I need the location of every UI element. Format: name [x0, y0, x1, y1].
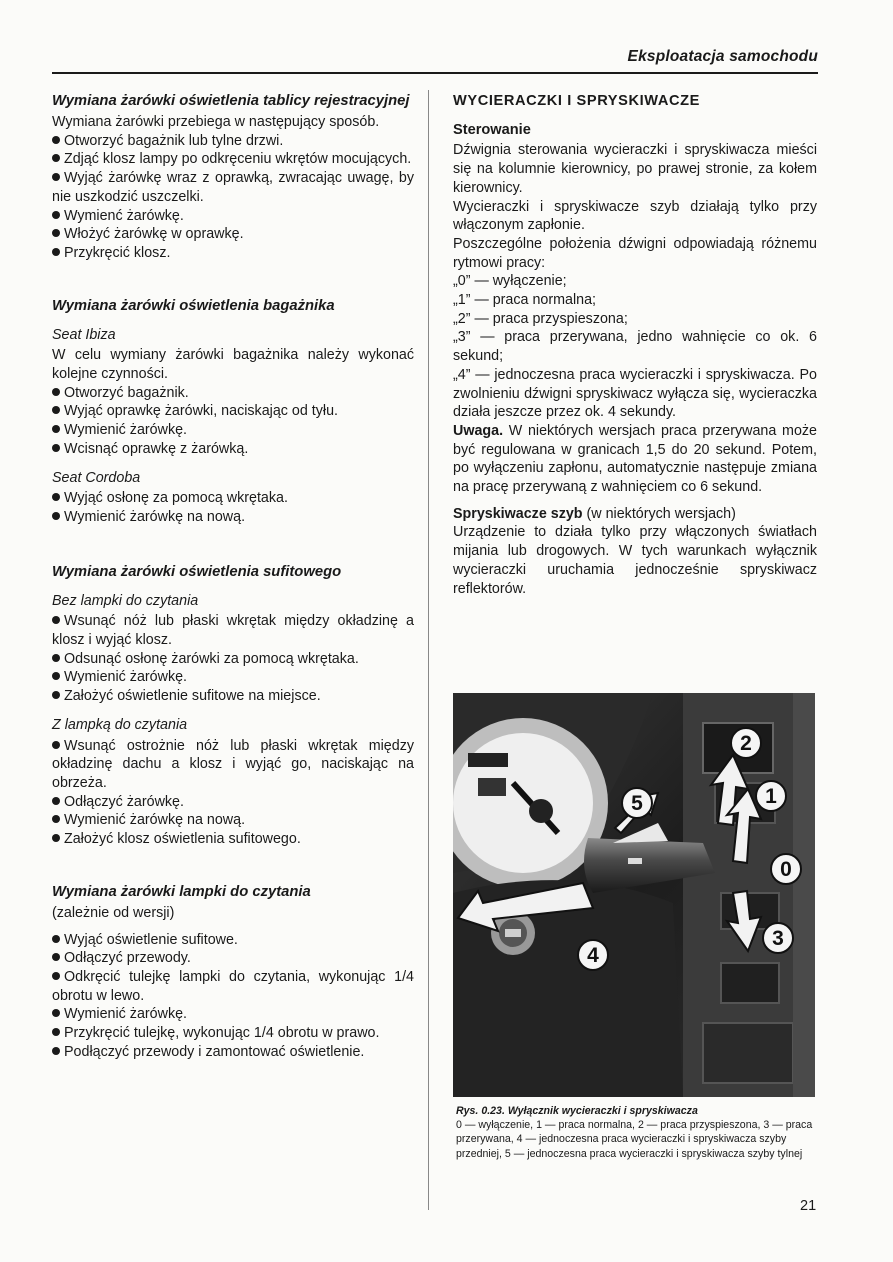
bullet-icon — [52, 953, 60, 961]
bullet-icon — [52, 406, 60, 414]
list-item: Odsunąć osłonę żarówki za pomocą wkrętaka. — [52, 650, 414, 669]
page-number: 21 — [800, 1198, 817, 1214]
bullet-icon — [52, 741, 60, 749]
lever-mode: „1” — praca normalna; — [453, 292, 597, 309]
bullet-icon — [52, 512, 60, 520]
list-item: Wymienić żarówkę. — [52, 421, 414, 440]
list-item: Odłączyć żarówkę. — [52, 793, 414, 812]
steps-list-license-plate — [52, 132, 414, 263]
bullet-icon — [52, 425, 60, 433]
bullet-icon — [52, 654, 60, 662]
list-item: Wymienić żarówkę na nową. — [52, 508, 414, 527]
bullet-icon — [52, 136, 60, 144]
list-item: Wcisnąć oprawkę z żarówką. — [52, 440, 414, 459]
right-column — [453, 88, 817, 598]
bullet-icon — [52, 1009, 60, 1017]
list-item: Zdjąć klosz lampy po odkręceniu wkrętów mocujących. — [52, 150, 414, 169]
bullet-icon — [52, 691, 60, 699]
callout-2 — [731, 728, 761, 758]
paragraph: Wycieraczki i spryskiwacze szyb działają tylko przy włączonym zapłonie. — [453, 198, 817, 234]
bullet-icon — [52, 248, 60, 256]
note-text: W niektórych wersjach praca przerywana może być regulowana w granicach 1,5 do 20 sekund. Potem, po wyłączeniu zapłonu, automatycznie następuje zmiana na pracę przerywaną z wahnięciem co 6 sekund. — [453, 422, 817, 496]
bullet-icon — [52, 388, 60, 396]
bullet-icon — [52, 154, 60, 162]
section-intro: W celu wymiany żarówki bagażnika należy wykonać kolejne czynności. — [52, 347, 414, 383]
list-item: Wymienić żarówkę. — [52, 1005, 414, 1024]
svg-text:4: 4 — [587, 944, 599, 967]
list-item: Wyjąć osłonę za pomocą wkrętaka. — [52, 489, 414, 508]
steps-list-with-reading-lamp — [52, 737, 414, 849]
section-title-ceiling: Wymiana żarówki oświetlenia sufitowego — [52, 563, 342, 580]
list-item: Założyć oświetlenie sufitowe na miejsce. — [52, 687, 414, 706]
callout-3 — [763, 923, 793, 953]
washers-note: (w niektórych wersjach) — [586, 505, 736, 522]
subheading-controls: Sterowanie — [453, 121, 531, 138]
running-header: Eksploatacja samochodu — [627, 48, 818, 65]
caption-title: Rys. 0.23. Wyłącznik wycieraczki i spryskiwacza — [456, 1105, 698, 1117]
caption-text: 0 — wyłączenie, 1 — praca normalna, 2 — praca przyspieszona, 3 — praca przerywana, 4 — jednoczesna praca wycieraczki i spryskiwacza szyby przedniej, 5 — jednoczesna praca wycieraczki i spryskiwacza szyby tylnej — [456, 1119, 813, 1160]
version-note: (zależnie od wersji) — [52, 904, 175, 921]
washers-label: Spryskiwacze szyb — [453, 505, 583, 522]
list-item: Wyjąć oświetlenie sufitowe. — [52, 931, 414, 950]
washers-heading — [453, 505, 817, 524]
figure-caption — [456, 1104, 818, 1161]
list-item: Włożyć żarówkę w oprawkę. — [52, 225, 414, 244]
list-item: Wymienć żarówkę. — [52, 207, 414, 226]
subheading-no-reading-lamp: Bez lampki do czytania — [52, 592, 199, 609]
paragraph: Poszczególne położenia dźwigni odpowiadają różnemu rytmowi pracy: — [453, 235, 817, 271]
bullet-icon — [52, 1047, 60, 1055]
lever-mode: „2” — praca przyspieszona; — [453, 310, 628, 327]
lever-mode: „4” — jednoczesna praca wycieraczki i spryskiwacza. Po zwolnieniu dźwigni spryskiwacz wyłącza się, wycieraczka działa jeszcze przez ok. 4 sekundy. — [453, 366, 817, 421]
bullet-icon — [52, 493, 60, 501]
figure-wiper-switch-photo — [453, 693, 815, 1097]
column-divider — [428, 90, 429, 1210]
list-item: Założyć klosz oświetlenia sufitowego. — [52, 830, 414, 849]
header-rule — [52, 72, 818, 74]
list-item: Przykręcić tulejkę, wykonując 1/4 obrotu w prawo. — [52, 1024, 414, 1043]
lever-modes-list — [453, 272, 817, 422]
bullet-icon — [52, 935, 60, 943]
svg-text:3: 3 — [772, 927, 784, 950]
steps-list-cordoba — [52, 489, 414, 526]
list-item: Wymienić żarówkę. — [52, 668, 414, 687]
paragraph: Urządzenie to działa tylko przy włączonych światłach mijania lub drogowych. W tych warunkach wyłącznik wycieraczki uruchamia jednocześnie spryskiwacz reflektorów. — [453, 524, 817, 597]
bullet-icon — [52, 1028, 60, 1036]
section-title-wipers: WYCIERACZKI I SPRYSKIWACZE — [453, 93, 700, 109]
bullet-icon — [52, 834, 60, 842]
callout-1 — [756, 781, 786, 811]
note-label: Uwaga. — [453, 422, 504, 439]
callout-5 — [622, 788, 652, 818]
section-intro: Wymiana żarówki przebiega w następujący sposób. — [52, 114, 380, 130]
bullet-icon — [52, 815, 60, 823]
section-title-reading-lamp: Wymiana żarówki lampki do czytania — [52, 883, 311, 900]
list-item: Wyjąć żarówkę wraz z oprawką, zwracając uwagę, by nie uszkodzić uszczelki. — [52, 170, 414, 205]
bullet-icon — [52, 444, 60, 452]
callout-4 — [578, 940, 608, 970]
svg-text:5: 5 — [631, 792, 643, 815]
section-title-license-plate: Wymiana żarówki oświetlenia tablicy rejestracyjnej — [52, 93, 410, 109]
bullet-icon — [52, 672, 60, 680]
bullet-icon — [52, 972, 60, 980]
svg-text:2: 2 — [740, 732, 752, 755]
list-item: Odłączyć przewody. — [52, 949, 414, 968]
list-item: Wsunąć nóż lub płaski wkrętak między okładzinę a klosz i wyjąć klosz. — [52, 613, 414, 649]
section-title-trunk: Wymiana żarówki oświetlenia bagażnika — [52, 297, 335, 314]
subheading-with-reading-lamp: Z lampką do czytania — [52, 716, 188, 733]
lever-mode: „0” — wyłączenie; — [453, 273, 567, 290]
bullet-icon — [52, 229, 60, 237]
wiper-switch-illustration — [453, 693, 815, 1097]
list-item: Wsunąć ostrożnie nóż lub płaski wkrętak między okładzinę dachu a klosz i wyjąć go, naciskając na obrzeża. — [52, 737, 414, 791]
lever-mode: „3” — praca przerywana, jedno wahnięcie co ok. 6 sekund; — [453, 329, 817, 365]
steps-list-ibiza — [52, 384, 414, 459]
subheading-cordoba: Seat Cordoba — [52, 469, 141, 486]
paragraph: Dźwignia sterowania wycieraczki i spryskiwacza mieści się na kolumnie kierownicy, po prawej stronie, za kołem kierownicy. — [453, 142, 817, 196]
bullet-icon — [52, 211, 60, 219]
svg-text:1: 1 — [765, 785, 777, 808]
bullet-icon — [52, 797, 60, 805]
list-item: Odkręcić tulejkę lampki do czytania, wykonując 1/4 obrotu w lewo. — [52, 968, 414, 1004]
bullet-icon — [52, 616, 60, 624]
list-item: Otworzyć bagażnik. — [52, 384, 414, 403]
steps-list-no-reading-lamp — [52, 612, 414, 706]
list-item: Podłączyć przewody i zamontować oświetlenie. — [52, 1043, 414, 1062]
list-item: Wyjąć oprawkę żarówki, naciskając od tyłu. — [52, 402, 414, 421]
bullet-icon — [52, 173, 60, 181]
subheading-ibiza: Seat Ibiza — [52, 326, 116, 343]
note-paragraph — [453, 422, 817, 497]
callout-0 — [771, 854, 801, 884]
list-item: Otworzyć bagażnik lub tylne drzwi. — [52, 132, 414, 151]
list-item: Przykręcić klosz. — [52, 244, 414, 263]
left-column — [52, 88, 414, 1061]
list-item: Wymienić żarówkę na nową. — [52, 811, 414, 830]
svg-text:0: 0 — [780, 858, 792, 881]
steps-list-reading-lamp — [52, 931, 414, 1062]
